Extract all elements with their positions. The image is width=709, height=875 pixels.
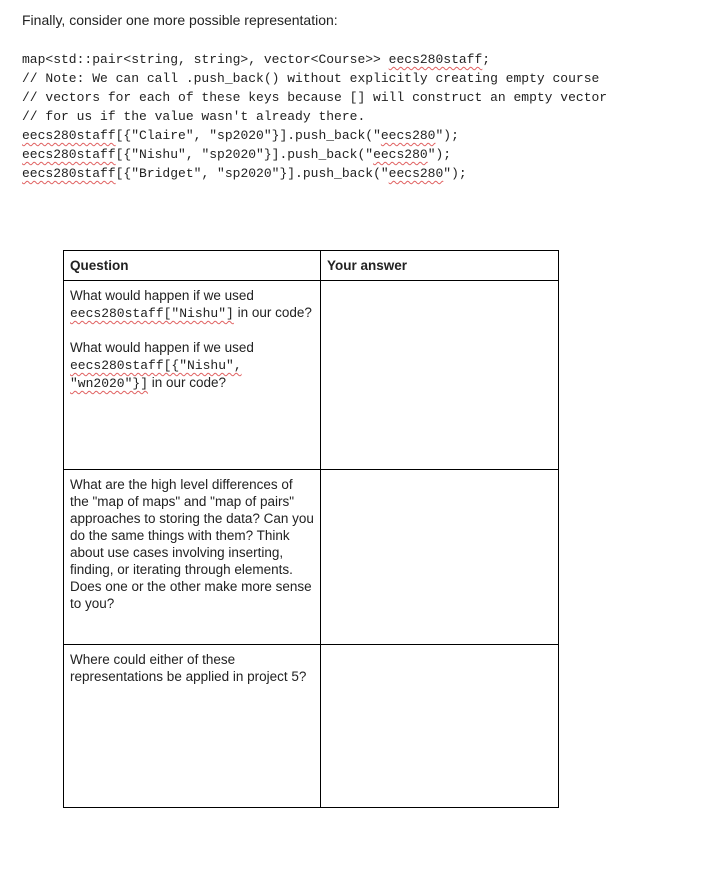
code-block [22,50,607,183]
answer-cell-3[interactable] [321,645,559,808]
question-1b: What would happen if we used eecs280staff[{"Nishu", "wn2020"}] in our code? [70,340,254,391]
code-line-6: eecs280staff[{"Nishu", "sp2020"}].push_back("eecs280"); [22,147,452,162]
code-line-4: // for us if the value wasn't already there. [22,109,366,124]
code-line-5: eecs280staff[{"Claire", "sp2020"}].push_back("eecs280"); [22,128,459,143]
table-row [64,281,559,470]
question-table [63,250,559,808]
table-header-row [64,251,559,281]
inline-code: eecs280staff[{"Nishu", "wn2020"}] [70,358,242,391]
answer-cell-2[interactable] [321,470,559,645]
spellcheck-word: eecs280 [373,147,428,162]
spellcheck-word: eecs280 [388,166,444,181]
code-line-7: eecs280staff[{"Bridget", "sp2020"}].push_back("eecs280"); [22,166,467,181]
spellcheck-word: eecs280 [380,128,436,143]
spellcheck-word: eecs280staff [22,166,116,181]
table-row [64,470,559,645]
header-answer: Your answer [321,251,559,281]
question-1a: What would happen if we used eecs280staff["Nishu"] in our code? [70,288,312,321]
inline-code: eecs280staff["Nishu"] [70,306,234,321]
question-cell-1 [64,281,321,470]
code-line-2: // Note: We can call .push_back() without explicitly creating empty course [22,71,600,86]
question-cell-2: What are the high level differences of the "map of maps" and "map of pairs" approaches to storing the data? Can you do the same things with them? Think about use cases involving inserting, finding, or iterating through elements. Does one or the other make more sense to you? [64,470,321,645]
code-line-3: // vectors for each of these keys because [] will construct an empty vector [22,90,608,105]
question-cell-3: Where could either of these representations be applied in project 5? [64,645,321,808]
intro-text: Finally, consider one more possible representation: [22,12,338,28]
header-question: Question [64,251,321,281]
spellcheck-word: eecs280staff [22,147,116,162]
spellcheck-word: eecs280staff [22,128,116,143]
answer-cell-1[interactable] [321,281,559,470]
table-row [64,645,559,808]
code-line-1: map<std::pair<string, string>, vector<Course>> eecs280staff; [22,52,491,67]
spellcheck-word: eecs280staff [388,52,483,67]
